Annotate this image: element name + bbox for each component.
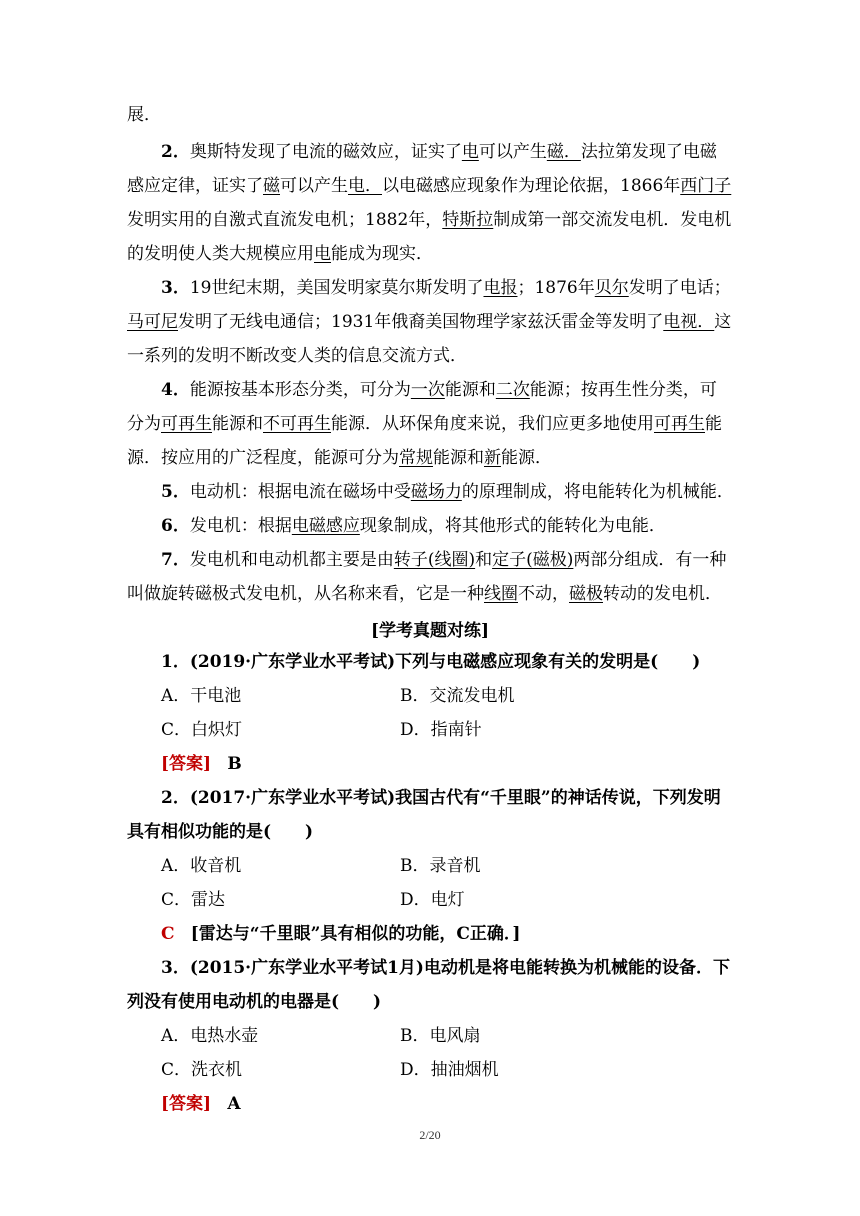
blank-answer: 磁． <box>546 142 581 162</box>
text: 叫做旋转磁极式发电机，从名称来看，它是一种 <box>127 584 484 604</box>
section-heading: [学考真题对练] <box>370 621 490 641</box>
text: 电动机：根据电流在磁场中受 <box>189 482 411 502</box>
blank-answer: 可再生 <box>161 414 212 434</box>
text: 现象制成，将其他形式的能转化为电能． <box>359 516 666 536</box>
text: ；1876年 <box>517 278 595 298</box>
item-2-line-1 <box>161 140 717 164</box>
answer-value: B <box>227 754 242 774</box>
blank-answer: 磁场力 <box>410 482 462 502</box>
blank-answer: 西门子 <box>680 176 732 196</box>
question-stem: 1．(2019·广东学业水平考试)下列与电磁感应现象有关的发明是( ) <box>161 652 701 672</box>
question-2-options-row-2 <box>161 888 721 912</box>
question-stem: 3．(2015·广东学业水平考试1月)电动机是将电能转换为机械能的设备．下 <box>161 958 730 978</box>
option-a: A．电热水壶 <box>161 1026 259 1046</box>
text: 可以产生 <box>478 142 547 162</box>
text: 源．按应用的广泛程度，能源可分为 <box>127 448 399 468</box>
text: 制成第一部交流发电机．发电机 <box>493 210 732 230</box>
question-3-stem-line-1 <box>161 956 730 980</box>
question-3-answer <box>161 1092 241 1116</box>
text: 能成为现实． <box>331 244 433 264</box>
text: 的原理制成，将电能转化为机械能． <box>461 482 734 502</box>
text: 法拉第发现了电磁 <box>580 142 717 162</box>
question-1-answer <box>161 752 242 776</box>
item-number: 3． <box>161 278 190 298</box>
question-1-options-row-1 <box>161 684 721 708</box>
item-number: 6． <box>161 516 190 536</box>
text: 能 <box>705 414 722 434</box>
item-4-line-2 <box>127 412 722 436</box>
item-3-line-3 <box>127 344 467 368</box>
blank-answer: 二次 <box>495 380 530 400</box>
question-3-stem-line-2 <box>127 990 381 1014</box>
blank-answer: 马可尼 <box>127 312 178 332</box>
page-number: 2/20 <box>419 1128 441 1142</box>
question-1-options-row-2 <box>161 718 721 742</box>
text: 能源和 <box>433 448 484 468</box>
question-2-stem-line-2 <box>127 820 313 844</box>
question-2-options-row-1 <box>161 854 721 878</box>
text: 能源和 <box>444 380 496 400</box>
item-5 <box>161 480 734 504</box>
question-stem: 2．(2017·广东学业水平考试)我国古代有“千里眼”的神话传说，下列发明 <box>161 788 721 808</box>
item-number: 7． <box>161 550 190 570</box>
text: 发明了电话； <box>628 278 731 298</box>
question-3-options-row-2 <box>161 1058 721 1082</box>
text: 发电机和电动机都主要是由 <box>189 550 394 570</box>
text: 能源． <box>501 448 552 468</box>
question-1-stem <box>161 650 700 674</box>
blank-answer: 定子(磁极) <box>492 550 574 570</box>
text: 发电机：根据 <box>189 516 292 536</box>
text: 以电磁感应现象作为理论依据，1866年 <box>382 176 681 196</box>
option-c: C．白炽灯 <box>161 720 243 740</box>
text: 能源按基本形态分类，可分为 <box>189 380 411 400</box>
blank-answer: 电 <box>314 244 331 264</box>
text: 和 <box>475 550 493 570</box>
question-2-answer <box>161 922 520 946</box>
blank-answer: 特斯拉 <box>442 210 494 230</box>
option-b: B．录音机 <box>400 856 481 876</box>
item-4-line-1 <box>161 378 717 402</box>
item-2-line-3 <box>127 208 731 232</box>
answer-value: C <box>161 924 175 944</box>
text: 两部分组成．有一种 <box>573 550 727 570</box>
blank-answer: 一次 <box>410 380 445 400</box>
text: 不动， <box>518 584 569 604</box>
blank-answer: 可再生 <box>654 414 705 434</box>
question-stem: 具有相似功能的是( ) <box>127 822 314 842</box>
option-d: D．指南针 <box>400 720 482 740</box>
item-4-line-3 <box>127 446 552 470</box>
text: 19世纪末期，美国发明家莫尔斯发明了 <box>189 278 484 298</box>
item-3-line-2 <box>127 310 731 334</box>
blank-answer: 磁 <box>263 176 280 196</box>
text: 能源．从环保角度来说，我们应更多地使用 <box>331 414 654 434</box>
item-number: 4． <box>161 380 190 400</box>
answer-explanation: [雷达与“千里眼”具有相似的功能，C正确．] <box>190 924 521 944</box>
text: 发明了无线电通信；1931年俄裔美国物理学家兹沃雷金等发明了 <box>178 312 664 332</box>
text: 感应定律，证实了 <box>127 176 263 196</box>
text: 能源和 <box>212 414 263 434</box>
question-2-stem-line-1 <box>161 786 721 810</box>
question-stem: 列没有使用电动机的电器是( ) <box>127 992 382 1012</box>
text: 的发明使人类大规模应用 <box>127 244 314 264</box>
blank-answer: 电磁感应 <box>291 516 360 536</box>
option-c: C．雷达 <box>161 890 226 910</box>
blank-answer: 常规 <box>399 448 433 468</box>
text: 这 <box>714 312 732 332</box>
blank-answer: 线圈 <box>484 584 518 604</box>
blank-answer: 新 <box>484 448 501 468</box>
item-7-line-2 <box>127 582 722 606</box>
item-number: 5． <box>161 482 190 502</box>
option-b: B．交流发电机 <box>400 686 515 706</box>
blank-answer: 电报 <box>483 278 518 298</box>
blank-answer: 贝尔 <box>594 278 629 298</box>
option-b: B．电风扇 <box>400 1026 481 1046</box>
blank-answer: 磁极 <box>569 584 603 604</box>
item-2-line-4 <box>127 242 433 266</box>
option-a: A．干电池 <box>161 686 242 706</box>
option-d: D．电灯 <box>400 890 465 910</box>
option-a: A．收音机 <box>161 856 242 876</box>
text: 奥斯特发现了电流的磁效应，证实了 <box>189 142 462 162</box>
text: 转动的发电机． <box>603 584 722 604</box>
option-d: D．抽油烟机 <box>400 1060 499 1080</box>
option-c: C．洗衣机 <box>161 1060 243 1080</box>
text: 展． <box>127 105 161 125</box>
text: 发明实用的自激式直流发电机；1882年， <box>127 210 443 230</box>
text: 能源；按再生性分类，可 <box>529 380 717 400</box>
blank-answer: 电视． <box>663 312 715 332</box>
paragraph-line <box>127 103 161 127</box>
item-6 <box>161 514 666 538</box>
blank-answer: 转子(线圈) <box>393 550 476 570</box>
item-2-line-2 <box>127 174 731 198</box>
text: 分为 <box>127 414 161 434</box>
text: 可以产生 <box>280 176 348 196</box>
blank-answer: 电． <box>348 176 382 196</box>
blank-answer: 不可再生 <box>263 414 331 434</box>
item-7-line-1 <box>161 548 726 572</box>
item-number: 2． <box>161 142 190 162</box>
answer-tag: [答案] <box>161 1094 212 1114</box>
answer-value: A <box>227 1094 241 1114</box>
text: 一系列的发明不断改变人类的信息交流方式． <box>127 346 467 366</box>
answer-tag: [答案] <box>161 754 212 774</box>
blank-answer: 电 <box>461 142 479 162</box>
question-3-options-row-1 <box>161 1024 721 1048</box>
item-3-line-1 <box>161 276 731 300</box>
